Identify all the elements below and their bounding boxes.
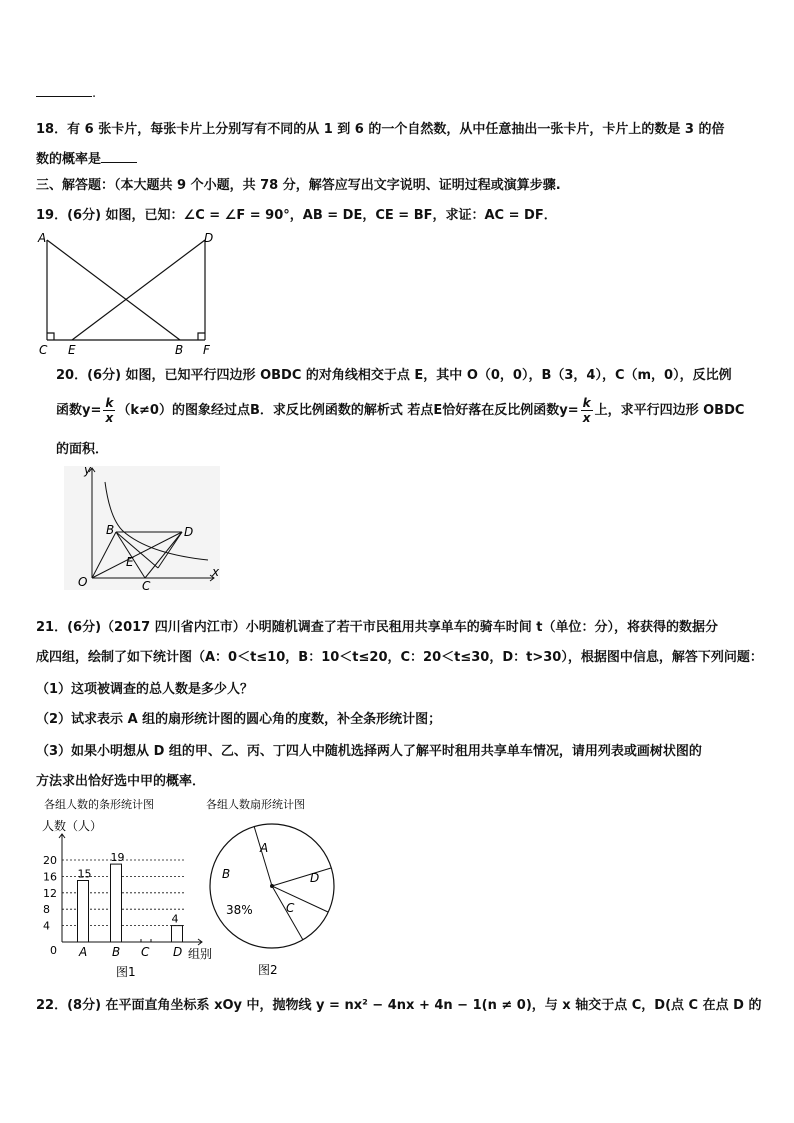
q20-line3: 的面积．	[56, 442, 109, 457]
bar-D	[172, 926, 183, 942]
y-tick-label: 8	[43, 903, 50, 917]
label-E: E	[68, 343, 76, 357]
q21-sub3a: （3）如果小明想从 D 组的甲、乙、丙、丁四人中随机选择两人了解平时租用共享单车情况，请用列表或画树状图的	[36, 744, 702, 759]
y-tick-label: 4	[43, 919, 50, 933]
label-x: x	[212, 565, 220, 579]
answer-blank	[101, 150, 137, 163]
q18-line2: 数的概率是	[36, 148, 137, 167]
bar-chart-ylabel: 人数（人）	[42, 819, 103, 833]
q21-line1: 21．(6分)（2017 四川省内江市）小明随机调查了若干市民租用共享单车的骑车时间 t（单位：分），将获得的数据分	[36, 620, 718, 635]
pie-label-B: B	[222, 867, 231, 881]
q22-line1: 22．(8分) 在平面直角坐标系 xOy 中，抛物线 y = nx² − 4nx + 4n − 1(n ≠ 0)，与 x 轴交于点 C，D(点 C 在点 D 的	[36, 998, 762, 1013]
y-tick-label: 0	[50, 944, 57, 957]
pie-divider	[272, 886, 328, 912]
q17-tail: .	[36, 84, 96, 101]
q21-line2: 成四组，绘制了如下统计图（A：0＜t≤10，B：10＜t≤20，C：20＜t≤30，D：t>30），根据图中信息，解答下列问题：	[36, 650, 763, 665]
label-B: B	[106, 523, 115, 537]
fraction-k-over-x: $\frac{k}{x}$	[105, 396, 114, 425]
answer-blank	[36, 84, 92, 97]
pie-chart-title: 各组人数扇形统计图	[206, 798, 305, 811]
pie-center	[270, 884, 274, 888]
bar-value-label: 19	[110, 851, 125, 865]
q20-line2: 函数y= $\frac{k}{x}$ （k≠0）的图象经过点B．求反比例函数的解析式 若点E恰好落在反比例函数y= $\frac{k}{x}$ 上，求平行四边形 OBDC	[56, 396, 745, 425]
bar-value-label: 4	[171, 912, 179, 926]
y-tick-label: 16	[43, 870, 57, 884]
label-C: C	[142, 579, 151, 593]
fraction-k-over-x: $\frac{k}{x}$	[582, 396, 591, 425]
label-F: F	[203, 343, 210, 357]
q21-sub3b: 方法求出恰好选中甲的概率．	[36, 774, 206, 789]
y-tick-label: 12	[43, 886, 57, 900]
pie-divider	[272, 868, 331, 886]
label-D: D	[204, 231, 214, 245]
bar-A	[78, 881, 89, 943]
bar-chart-title: 各组人数的条形统计图	[44, 798, 154, 811]
label-E: E	[126, 555, 134, 569]
q21-sub1: （1）这项被调查的总人数是多少人？	[36, 682, 254, 697]
x-tick-label-C: C	[141, 945, 150, 959]
x-tick-label-B: B	[112, 945, 121, 959]
pie-chart	[200, 794, 360, 984]
pie-label-D: D	[310, 871, 320, 885]
bar-chart-caption: 图1	[116, 965, 136, 979]
q21-sub2: （2）试求表示 A 组的扇形统计图的圆心角的度数，补全条形统计图；	[36, 712, 442, 727]
section-3-heading: 三、解答题：（本大题共 9 个小题，共 78 分，解答应写出文字说明、证明过程或演算步骤.	[36, 178, 561, 193]
pie-annotation-B: 38%	[226, 903, 253, 917]
label-y: y	[84, 463, 92, 477]
label-D: D	[184, 525, 194, 539]
pie-divider	[254, 826, 272, 886]
pie-label-C: C	[286, 901, 295, 915]
x-tick-label-A: A	[79, 945, 88, 959]
q20-figure	[60, 462, 224, 594]
bar-value-label: 15	[77, 867, 92, 881]
q19-text: 19．(6分) 如图，已知：∠C = ∠F = 90°，AB = DE，CE = BF，求证：AC = DF．	[36, 208, 557, 223]
x-tick-label-D: D	[173, 945, 183, 959]
y-tick-label: 20	[43, 854, 57, 867]
bar-B	[111, 864, 122, 942]
label-A: A	[38, 231, 47, 245]
pie-chart-caption: 图2	[258, 963, 278, 977]
label-C: C	[39, 343, 48, 357]
label-O: O	[78, 575, 88, 589]
q20-line1: 20．(6分) 如图，已知平行四边形 OBDC 的对角线相交于点 E，其中 O（0，0），B（3，4），C（m，0），反比例	[56, 368, 732, 383]
label-B: B	[175, 343, 184, 357]
bar-chart-xlabel: 组别	[188, 947, 213, 961]
pie-label-A: A	[260, 841, 269, 855]
q18-line1: 18．有 6 张卡片，每张卡片上分别写有不同的从 1 到 6 的一个自然数，从中任意抽出一张卡片，卡片上的数是 3 的倍	[36, 122, 725, 137]
q19-figure	[30, 228, 230, 360]
